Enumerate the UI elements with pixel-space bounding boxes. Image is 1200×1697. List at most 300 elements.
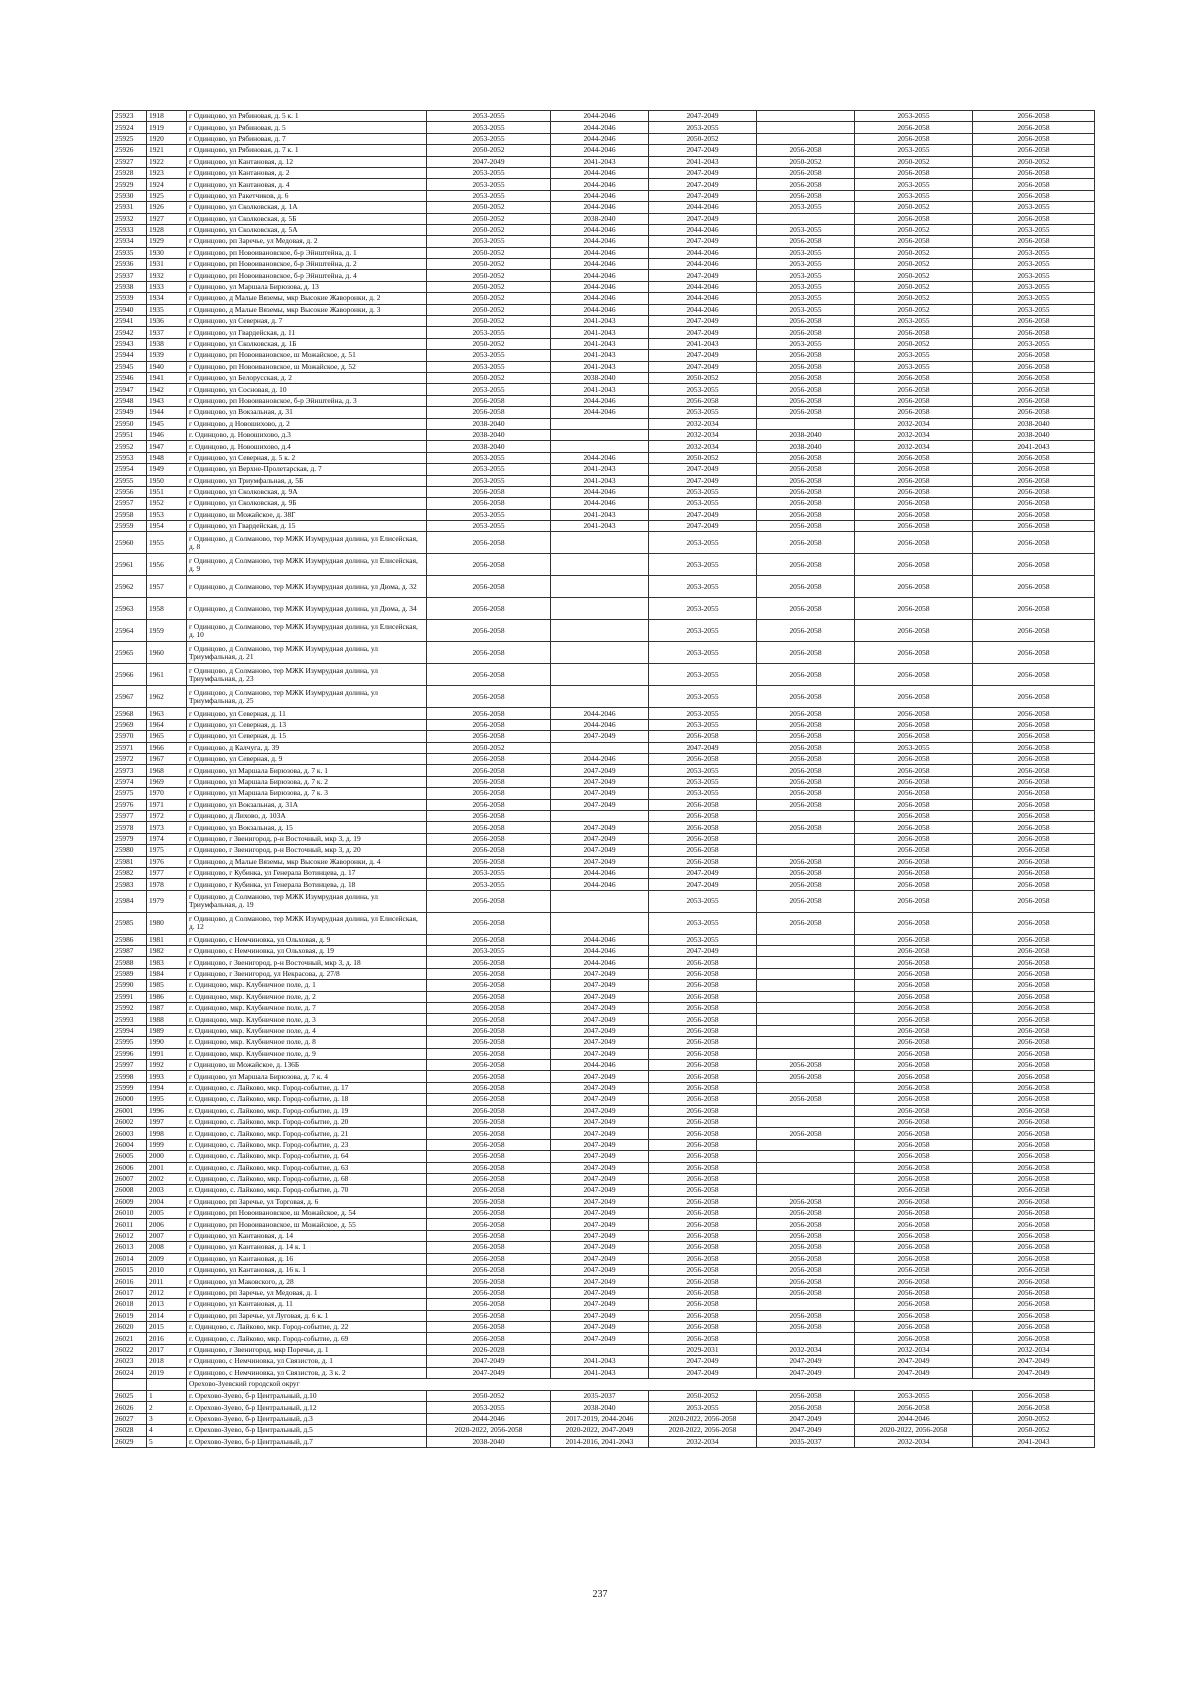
- table-row: [113, 1333, 1095, 1344]
- table-cell: 2056-2058: [973, 1014, 1095, 1025]
- table-cell: 25928: [113, 167, 147, 178]
- table-cell: 2056-2058: [757, 1402, 855, 1413]
- table-cell: 2000: [147, 1151, 187, 1162]
- table-cell: 26003: [113, 1128, 147, 1139]
- table-cell: 2050-2052: [855, 281, 973, 292]
- table-cell: 2056-2058: [855, 1162, 973, 1173]
- table-cell: 2056-2058: [757, 686, 855, 708]
- table-cell: 2032-2034: [757, 1344, 855, 1355]
- table-cell: 2047-2049: [551, 1299, 649, 1310]
- table-cell: 2053-2055: [855, 179, 973, 190]
- table-cell: 2056-2058: [757, 236, 855, 247]
- table-row: [113, 1367, 1095, 1378]
- table-cell: 2056-2058: [973, 1276, 1095, 1287]
- table-cell: 2056-2058: [973, 372, 1095, 383]
- table-cell: 2056-2058: [973, 145, 1095, 156]
- table-row: [113, 122, 1095, 133]
- table-cell: 2056-2058: [757, 521, 855, 532]
- table-cell: 2053-2055: [427, 133, 551, 144]
- table-cell: 2041-2043: [551, 384, 649, 395]
- table-row: [113, 1265, 1095, 1276]
- table-cell: 1946: [147, 429, 187, 440]
- table-cell: 2032-2034: [649, 429, 757, 440]
- table-cell: 26002: [113, 1116, 147, 1127]
- table-cell: 25940: [113, 304, 147, 315]
- table-cell: [757, 133, 855, 144]
- table-cell: 2056-2058: [757, 316, 855, 327]
- table-cell: 2041-2043: [649, 338, 757, 349]
- table-cell: 2056-2058: [973, 554, 1095, 576]
- table-cell: 2056-2058: [855, 384, 973, 395]
- table-cell: г Одинцово, д Солманово, тер МЖК Изумрудная долина, ул Триумфальная, д. 23: [187, 664, 427, 686]
- table-cell: 2056-2058: [427, 1287, 551, 1298]
- table-cell: 2056-2058: [757, 475, 855, 486]
- table-cell: 2056-2058: [973, 1037, 1095, 1048]
- table-cell: 2047-2049: [855, 1367, 973, 1378]
- table-cell: 2056-2058: [649, 1276, 757, 1287]
- table-row: [113, 856, 1095, 867]
- table-cell: 2056-2058: [757, 452, 855, 463]
- table-row: [113, 395, 1095, 406]
- table-cell: г Одинцово, г Звенигород, мкр Поречье, д. 1: [187, 1344, 427, 1355]
- table-cell: 2047-2049: [551, 845, 649, 856]
- table-cell: г. Одинцово, мкр. Клубничное поле, д. 2: [187, 991, 427, 1002]
- table-cell: 2056-2058: [973, 879, 1095, 890]
- table-cell: 2056-2058: [757, 1321, 855, 1332]
- table-cell: 2044-2046: [551, 708, 649, 719]
- table-cell: [757, 1014, 855, 1025]
- table-cell: 2056-2058: [757, 1219, 855, 1230]
- table-cell: 2047-2049: [551, 1071, 649, 1082]
- table-cell: 1934: [147, 293, 187, 304]
- table-cell: 2056-2058: [427, 664, 551, 686]
- table-cell: 1949: [147, 464, 187, 475]
- table-cell: [551, 686, 649, 708]
- table-cell: 2050-2052: [855, 293, 973, 304]
- table-cell: 2047-2049: [855, 1356, 973, 1367]
- table-cell: 2056-2058: [855, 1048, 973, 1059]
- table-cell: г. Одинцово, с. Лайково, мкр. Город-событие, д. 70: [187, 1185, 427, 1196]
- table-cell: [757, 1105, 855, 1116]
- table-cell: 2056-2058: [973, 833, 1095, 844]
- table-cell: 2047-2049: [551, 1208, 649, 1219]
- table-cell: 2056-2058: [973, 213, 1095, 224]
- table-cell: 2050-2052: [855, 304, 973, 315]
- table-cell: г Одинцово, ул Маршала Бирюзова, д. 13: [187, 281, 427, 292]
- table-cell: г Одинцово, рп Заречье, ул Торговая, д. 6: [187, 1196, 427, 1207]
- table-cell: 2053-2055: [649, 776, 757, 787]
- table-cell: 2056-2058: [427, 1025, 551, 1036]
- table-cell: 2056-2058: [649, 1139, 757, 1150]
- table-cell: 2056-2058: [427, 719, 551, 730]
- table-cell: 2047-2049: [649, 1367, 757, 1378]
- section-header-row: [113, 1378, 1095, 1390]
- table-cell: 2050-2052: [427, 304, 551, 315]
- table-row: [113, 799, 1095, 810]
- table-cell: г Одинцово, ул Вокзальная, д. 31А: [187, 799, 427, 810]
- table-cell: 2056-2058: [649, 1321, 757, 1332]
- table-row: [113, 620, 1095, 642]
- table-cell: г Одинцово, д Малые Вяземы, мкр Высокие Жаворонки, д. 3: [187, 304, 427, 315]
- table-cell: 2056-2058: [855, 133, 973, 144]
- table-cell: г. Одинцово, с. Лайково, мкр. Город-событие, д. 23: [187, 1139, 427, 1150]
- table-cell: 2056-2058: [757, 879, 855, 890]
- table-cell: 2050-2052: [427, 281, 551, 292]
- table-row: [113, 441, 1095, 452]
- table-cell: 2056-2058: [757, 1390, 855, 1401]
- table-cell: 25929: [113, 179, 147, 190]
- table-cell: 2056-2058: [973, 719, 1095, 730]
- table-cell: 25988: [113, 957, 147, 968]
- table-cell: 2056-2058: [855, 664, 973, 686]
- table-cell: [551, 1344, 649, 1355]
- table-cell: 26001: [113, 1105, 147, 1116]
- table-cell: 2047-2049: [649, 521, 757, 532]
- table-cell: г Одинцово, ул Сколковская, д. 1А: [187, 202, 427, 213]
- table-cell: г Одинцово, ул Кантановая, д. 14 к. 1: [187, 1242, 427, 1253]
- table-row: [113, 1128, 1095, 1139]
- table-cell: 2056-2058: [855, 1242, 973, 1253]
- table-cell: 25949: [113, 407, 147, 418]
- table-cell: 2053-2055: [973, 338, 1095, 349]
- table-cell: [757, 1025, 855, 1036]
- table-cell: 2056-2058: [973, 1242, 1095, 1253]
- table-cell: 2047-2049: [649, 1356, 757, 1367]
- table-cell: 25939: [113, 293, 147, 304]
- table-cell: 2056-2058: [427, 822, 551, 833]
- table-cell: 2056-2058: [427, 532, 551, 554]
- table-cell: 2056-2058: [973, 1082, 1095, 1093]
- table-cell: 25961: [113, 554, 147, 576]
- table-cell: 2044-2046: [551, 486, 649, 497]
- table-row: [113, 890, 1095, 912]
- table-cell: 2053-2055: [973, 281, 1095, 292]
- table-cell: г Одинцово, ул Кантановая, д. 12: [187, 156, 427, 167]
- table-cell: 2041-2043: [551, 1356, 649, 1367]
- table-cell: 2056-2058: [973, 1151, 1095, 1162]
- table-cell: 2056-2058: [427, 598, 551, 620]
- table-cell: 2044-2046: [649, 259, 757, 270]
- table-cell: 1989: [147, 1025, 187, 1036]
- table-row: [113, 1162, 1095, 1173]
- table-cell: 2050-2052: [973, 1425, 1095, 1436]
- table-cell: 2047-2049: [551, 822, 649, 833]
- table-cell: 2041-2043: [973, 1436, 1095, 1447]
- table-row: [113, 719, 1095, 730]
- table-cell: 25998: [113, 1071, 147, 1082]
- table-cell: 2056-2058: [649, 731, 757, 742]
- table-cell: 2053-2055: [757, 304, 855, 315]
- table-cell: 2056-2058: [757, 1242, 855, 1253]
- table-cell: 2056-2058: [649, 856, 757, 867]
- table-cell: 2004: [147, 1196, 187, 1207]
- table-cell: 2056-2058: [973, 190, 1095, 201]
- table-cell: 2047-2049: [551, 1253, 649, 1264]
- table-cell: 1933: [147, 281, 187, 292]
- table-cell: 2014-2016, 2041-2043: [551, 1436, 649, 1447]
- table-cell: г Одинцово, д Солманово, тер МЖК Изумрудная долина, ул Дюма, д. 34: [187, 598, 427, 620]
- table-row: [113, 532, 1095, 554]
- table-cell: 2056-2058: [855, 1094, 973, 1105]
- table-cell: 2032-2034: [855, 429, 973, 440]
- table-row: [113, 765, 1095, 776]
- table-cell: 2056-2058: [757, 190, 855, 201]
- table-cell: 2056-2058: [855, 213, 973, 224]
- table-cell: 2056-2058: [973, 1310, 1095, 1321]
- table-cell: 25990: [113, 980, 147, 991]
- table-cell: 2056-2058: [649, 1003, 757, 1014]
- table-row: [113, 316, 1095, 327]
- table-cell: 2050-2052: [855, 224, 973, 235]
- table-cell: 2044-2046: [649, 293, 757, 304]
- table-cell: 1996: [147, 1105, 187, 1116]
- table-cell: 2053-2055: [427, 452, 551, 463]
- table-row: [113, 202, 1095, 213]
- table-cell: г Одинцово, д Солманово, тер МЖК Изумрудная долина, ул Дюма, д. 32: [187, 576, 427, 598]
- table-cell: г Одинцово, ул Триумфальная, д. 5Б: [187, 475, 427, 486]
- table-cell: 1948: [147, 452, 187, 463]
- table-cell: 2056-2058: [973, 912, 1095, 934]
- table-cell: 2056-2058: [855, 407, 973, 418]
- table-cell: 2056-2058: [427, 980, 551, 991]
- table-cell: 2050-2052: [427, 316, 551, 327]
- table-cell: 2047-2049: [757, 1425, 855, 1436]
- table-cell: 1939: [147, 350, 187, 361]
- table-cell: 25992: [113, 1003, 147, 1014]
- table-cell: 2041-2043: [551, 475, 649, 486]
- table-cell: 2050-2052: [427, 372, 551, 383]
- table-row: [113, 281, 1095, 292]
- table-cell: г Одинцово, г Кубинка, ул Генерала Вотинцева, д. 18: [187, 879, 427, 890]
- table-cell: 2053-2055: [427, 167, 551, 178]
- table-cell: 25973: [113, 765, 147, 776]
- table-cell: [757, 1173, 855, 1184]
- table-cell: 2047-2049: [551, 1037, 649, 1048]
- table-cell: г Одинцово, ш Можайское, д. 38Г: [187, 509, 427, 520]
- table-cell: 2047-2049: [551, 1333, 649, 1344]
- table-cell: 2056-2058: [427, 1048, 551, 1059]
- table-cell: 2047-2049: [649, 316, 757, 327]
- table-row: [113, 1196, 1095, 1207]
- table-cell: 2056-2058: [973, 486, 1095, 497]
- table-cell: 2056-2058: [649, 1208, 757, 1219]
- table-cell: [147, 1378, 187, 1390]
- table-cell: 2056-2058: [757, 509, 855, 520]
- table-cell: 2053-2055: [757, 338, 855, 349]
- table-cell: 2056-2058: [649, 1173, 757, 1184]
- table-cell: 2053-2055: [757, 247, 855, 258]
- table-cell: [757, 418, 855, 429]
- table-row: [113, 486, 1095, 497]
- table-cell: 2038-2040: [973, 418, 1095, 429]
- table-cell: 2056-2058: [649, 1333, 757, 1344]
- table-cell: 26017: [113, 1287, 147, 1298]
- table-cell: г Одинцово, ул Ракетчиков, д. 6: [187, 190, 427, 201]
- table-cell: 1944: [147, 407, 187, 418]
- table-cell: 2056-2058: [649, 1185, 757, 1196]
- table-cell: 2050-2052: [855, 247, 973, 258]
- table-cell: г Одинцово, ул Кантановая, д. 2: [187, 167, 427, 178]
- table-cell: 2053-2055: [757, 202, 855, 213]
- table-cell: 2056-2058: [973, 1253, 1095, 1264]
- table-cell: [757, 968, 855, 979]
- table-row: [113, 247, 1095, 258]
- table-cell: 1: [147, 1390, 187, 1401]
- table-cell: 2056-2058: [757, 327, 855, 338]
- table-cell: 2056-2058: [855, 822, 973, 833]
- table-cell: 2056-2058: [973, 509, 1095, 520]
- table-cell: [757, 1299, 855, 1310]
- table-cell: 26021: [113, 1333, 147, 1344]
- table-cell: 2047-2049: [649, 236, 757, 247]
- table-cell: 2050-2052: [855, 156, 973, 167]
- table-cell: 2056-2058: [973, 1208, 1095, 1219]
- table-cell: г Одинцово, ул Маршала Бирюзова, д. 7 к. 1: [187, 765, 427, 776]
- table-cell: 2056-2058: [855, 1276, 973, 1287]
- table-cell: 2053-2055: [427, 361, 551, 372]
- table-cell: 2010: [147, 1265, 187, 1276]
- section-title: Орехово-Зуевский городской округ: [187, 1378, 1095, 1390]
- table-cell: 1995: [147, 1094, 187, 1105]
- table-cell: 25935: [113, 247, 147, 258]
- table-cell: 2044-2046: [649, 247, 757, 258]
- table-row: [113, 259, 1095, 270]
- table-cell: 1985: [147, 980, 187, 991]
- table-row: [113, 1105, 1095, 1116]
- table-row: [113, 1048, 1095, 1059]
- table-cell: г Одинцово, д Калчуга, д. 39: [187, 742, 427, 753]
- table-cell: 2047-2049: [649, 111, 757, 122]
- table-cell: 25983: [113, 879, 147, 890]
- table-cell: 2047-2049: [551, 1128, 649, 1139]
- table-row: [113, 833, 1095, 844]
- table-cell: 2007: [147, 1230, 187, 1241]
- table-cell: 2056-2058: [973, 1105, 1095, 1116]
- table-cell: 2056-2058: [757, 1128, 855, 1139]
- table-cell: 2038-2040: [973, 429, 1095, 440]
- table-cell: г Одинцово, ул Северная, д. 15: [187, 731, 427, 742]
- table-cell: г. Орехово-Зуево, б-р Центральный, д.12: [187, 1402, 427, 1413]
- table-cell: 2056-2058: [855, 452, 973, 463]
- table-cell: 25986: [113, 934, 147, 945]
- table-cell: 2056-2058: [427, 1333, 551, 1344]
- table-cell: 25933: [113, 224, 147, 235]
- table-cell: 2056-2058: [855, 1014, 973, 1025]
- table-cell: 2050-2052: [427, 293, 551, 304]
- table-cell: 2056-2058: [973, 532, 1095, 554]
- table-cell: 2056-2058: [757, 719, 855, 730]
- table-row: [113, 1025, 1095, 1036]
- table-cell: 2056-2058: [649, 1242, 757, 1253]
- table-cell: г Одинцово, ш Можайское, д. 136Б: [187, 1060, 427, 1071]
- table-cell: 1997: [147, 1116, 187, 1127]
- table-cell: 2056-2058: [757, 554, 855, 576]
- table-cell: 2044-2046: [551, 247, 649, 258]
- table-cell: 2019: [147, 1367, 187, 1378]
- table-row: [113, 1321, 1095, 1332]
- table-cell: 1935: [147, 304, 187, 315]
- table-cell: г. Одинцово, мкр. Клубничное поле, д. 7: [187, 1003, 427, 1014]
- table-cell: 2056-2058: [427, 395, 551, 406]
- table-cell: 2056-2058: [757, 890, 855, 912]
- table-cell: 2041-2043: [551, 350, 649, 361]
- table-cell: 2056-2058: [649, 1060, 757, 1071]
- table-row: [113, 1242, 1095, 1253]
- table-cell: 26022: [113, 1344, 147, 1355]
- table-cell: г Одинцово, рп Новоивановское, ш Можайское, д. 52: [187, 361, 427, 372]
- table-cell: 2056-2058: [855, 236, 973, 247]
- table-row: [113, 686, 1095, 708]
- table-cell: 2056-2058: [973, 167, 1095, 178]
- table-cell: 25991: [113, 991, 147, 1002]
- table-cell: 2056-2058: [649, 822, 757, 833]
- table-cell: 26008: [113, 1185, 147, 1196]
- table-cell: 2056-2058: [427, 1242, 551, 1253]
- table-cell: 25955: [113, 475, 147, 486]
- table-cell: 1978: [147, 879, 187, 890]
- table-row: [113, 1014, 1095, 1025]
- table-cell: 25926: [113, 145, 147, 156]
- table-cell: 25934: [113, 236, 147, 247]
- table-row: [113, 708, 1095, 719]
- table-cell: 2017: [147, 1344, 187, 1355]
- table-cell: 2056-2058: [757, 776, 855, 787]
- table-cell: г Одинцово, ул Кантановая, д. 16: [187, 1253, 427, 1264]
- table-cell: 25923: [113, 111, 147, 122]
- table-row: [113, 509, 1095, 520]
- table-cell: 2047-2049: [649, 270, 757, 281]
- table-cell: 2056-2058: [973, 179, 1095, 190]
- table-cell: 2056-2058: [427, 1299, 551, 1310]
- table-cell: 1919: [147, 122, 187, 133]
- table-cell: 2053-2055: [427, 475, 551, 486]
- table-cell: г Одинцово, д Малые Вяземы, мкр Высокие Жаворонки, д. 2: [187, 293, 427, 304]
- table-cell: 2047-2049: [551, 1094, 649, 1105]
- table-row: [113, 1071, 1095, 1082]
- table-cell: 1993: [147, 1071, 187, 1082]
- table-cell: г Одинцово, ул Верхне-Пролетарская, д. 7: [187, 464, 427, 475]
- table-cell: г Одинцово, д Солманово, тер МЖК Изумрудная долина, ул Елисейская, д. 8: [187, 532, 427, 554]
- table-cell: 2053-2055: [757, 293, 855, 304]
- table-cell: г. Одинцово, с. Лайково, мкр. Город-событие, д. 22: [187, 1321, 427, 1332]
- table-cell: 2044-2046: [551, 133, 649, 144]
- table-cell: 2056-2058: [973, 350, 1095, 361]
- table-cell: 2056-2058: [757, 731, 855, 742]
- table-cell: 2050-2052: [855, 202, 973, 213]
- table-cell: 2056-2058: [855, 708, 973, 719]
- table-cell: 2056-2058: [855, 776, 973, 787]
- table-cell: 2056-2058: [757, 664, 855, 686]
- table-cell: 2056-2058: [427, 1185, 551, 1196]
- table-row: [113, 338, 1095, 349]
- table-cell: 2056-2058: [757, 1230, 855, 1241]
- table-cell: 26014: [113, 1253, 147, 1264]
- table-cell: г. Одинцово, с. Лайково, мкр. Город-событие, д. 17: [187, 1082, 427, 1093]
- table-cell: г Одинцово, ул Маковского, д. 28: [187, 1276, 427, 1287]
- table-cell: 2056-2058: [855, 167, 973, 178]
- table-cell: 2056-2058: [973, 1185, 1095, 1196]
- table-cell: 2047-2049: [551, 1025, 649, 1036]
- table-cell: 25960: [113, 532, 147, 554]
- table-cell: [757, 1003, 855, 1014]
- table-cell: 2056-2058: [649, 1265, 757, 1276]
- table-cell: 2056-2058: [855, 1139, 973, 1150]
- table-cell: 25943: [113, 338, 147, 349]
- table-cell: г Одинцово, г Звенигород, р-н Восточный, мкр 3, д. 20: [187, 845, 427, 856]
- table-cell: 2056-2058: [757, 642, 855, 664]
- table-cell: 2018: [147, 1356, 187, 1367]
- table-cell: 2053-2055: [649, 498, 757, 509]
